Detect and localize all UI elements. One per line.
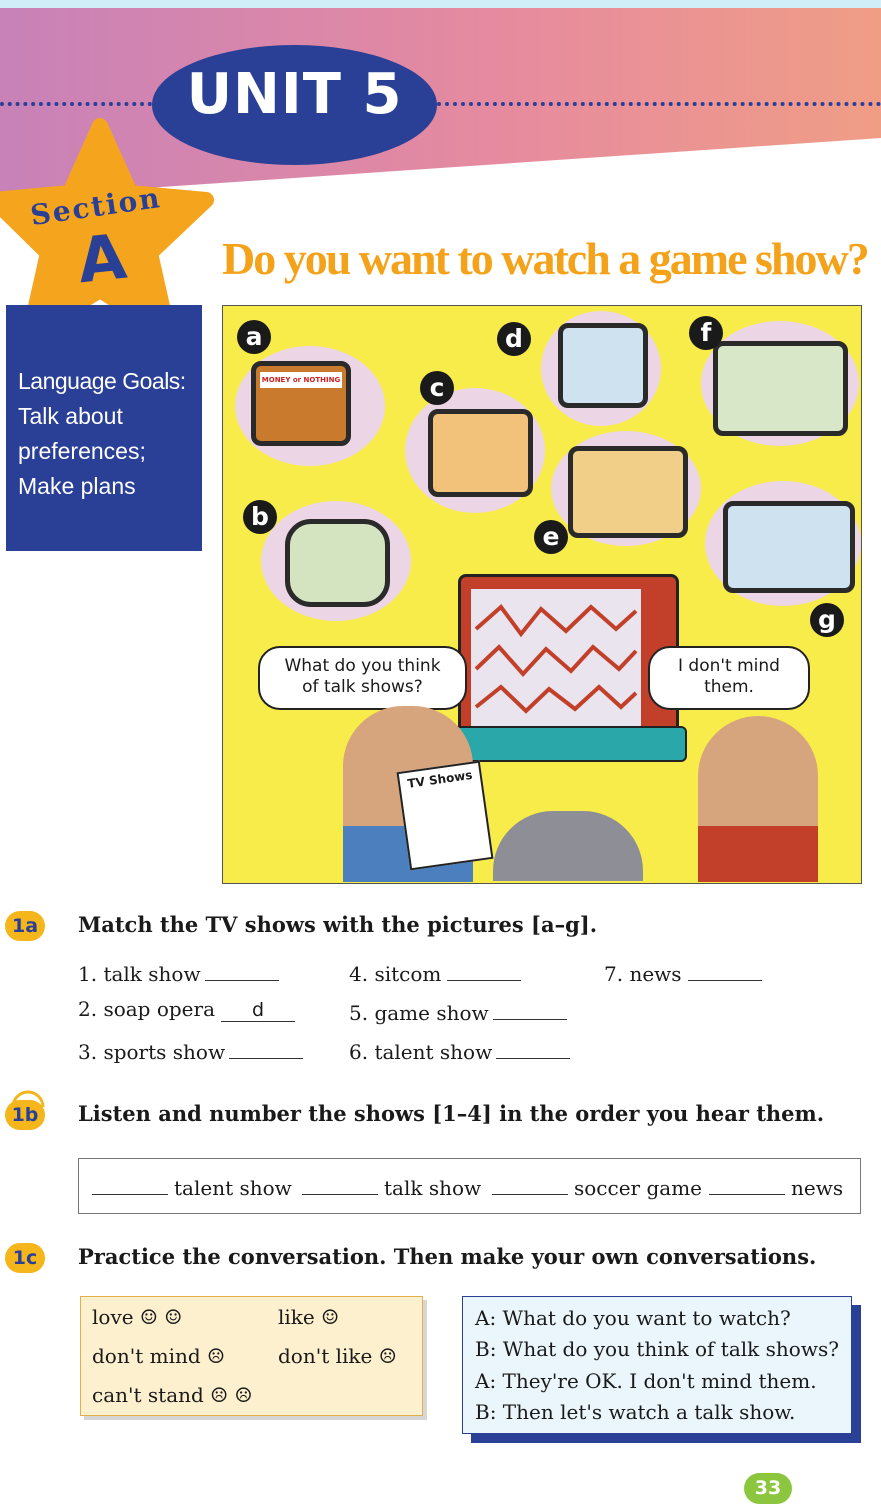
goals-line: preferences; bbox=[18, 438, 146, 464]
word-box-label: talk show bbox=[384, 1176, 482, 1200]
tv-game-show bbox=[251, 361, 351, 446]
picture-label-b: b bbox=[243, 500, 277, 534]
preference-phrase: love ☺ ☺ bbox=[92, 1305, 183, 1329]
game-show-sign: MONEY or NOTHING bbox=[260, 372, 342, 388]
preference-phrase: don't like ☹ bbox=[278, 1344, 397, 1368]
boy-right bbox=[698, 716, 818, 882]
page-number: 33 bbox=[744, 1473, 792, 1504]
tv-sports-show bbox=[285, 519, 390, 607]
match-item-label: 3. sports show bbox=[78, 1040, 226, 1064]
tv-shows-illustration bbox=[222, 305, 862, 884]
picture-label-c: c bbox=[420, 371, 454, 405]
number-blank[interactable] bbox=[92, 1172, 168, 1195]
conversation-line: B: What do you think of talk shows? bbox=[475, 1337, 839, 1361]
tv-sitcom bbox=[428, 409, 533, 497]
answer-blank[interactable] bbox=[688, 958, 762, 981]
preference-phrase: like ☺ bbox=[278, 1305, 340, 1329]
preference-phrase: can't stand ☹ ☹ bbox=[92, 1383, 253, 1407]
answer-blank[interactable] bbox=[205, 958, 279, 981]
match-item-label: 4. sitcom bbox=[349, 962, 442, 986]
activity-1a-instruction: Match the TV shows with the pictures [a–g]. bbox=[78, 912, 598, 937]
tv-guide-book bbox=[397, 761, 494, 871]
number-blank[interactable] bbox=[492, 1172, 568, 1195]
activity-badge-1a: 1a bbox=[5, 911, 45, 941]
word-box-label: soccer game bbox=[574, 1176, 702, 1200]
picture-label-a: a bbox=[237, 320, 271, 354]
bubble-right-line: them. bbox=[704, 677, 754, 697]
section-word: Section bbox=[28, 180, 164, 233]
answer-blank[interactable] bbox=[447, 958, 521, 981]
word-box-label: news bbox=[791, 1176, 844, 1200]
activity-badge-1b: 1b bbox=[5, 1100, 45, 1130]
answer-blank[interactable] bbox=[496, 1036, 570, 1059]
match-item bbox=[349, 1036, 570, 1064]
speech-bubble-left bbox=[258, 646, 467, 710]
picture-label-e: e bbox=[534, 520, 568, 554]
banner-dots-right bbox=[437, 102, 881, 106]
picture-label-f: f bbox=[689, 316, 723, 350]
preference-phrase: don't mind ☹ bbox=[92, 1344, 225, 1368]
unit-title: UNIT 5 bbox=[186, 62, 403, 127]
boy-right-shirt bbox=[698, 826, 818, 882]
match-item bbox=[78, 1036, 303, 1064]
match-item-label: 7. news bbox=[604, 962, 682, 986]
bubble-left-line: What do you think bbox=[284, 656, 441, 676]
banner-dots-left bbox=[0, 102, 152, 106]
bubble-left-line: of talk shows? bbox=[302, 677, 423, 697]
conversation-line: B: Then let's watch a talk show. bbox=[475, 1400, 796, 1424]
book-title: TV Shows bbox=[406, 767, 474, 791]
activity-badge-1c: 1c bbox=[5, 1243, 45, 1273]
match-item bbox=[349, 997, 567, 1025]
tv-talent-show bbox=[723, 501, 855, 593]
match-item bbox=[78, 958, 279, 986]
match-item-label: 1. talk show bbox=[78, 962, 201, 986]
conversation-line: A: What do you want to watch? bbox=[475, 1306, 791, 1330]
match-item bbox=[604, 958, 762, 986]
match-item bbox=[78, 997, 295, 1022]
conversation-line: A: They're OK. I don't mind them. bbox=[475, 1369, 817, 1393]
number-blank[interactable] bbox=[302, 1172, 378, 1195]
word-box-item bbox=[302, 1172, 481, 1200]
match-item-label: 2. soap opera bbox=[78, 997, 215, 1021]
tv-soap-opera bbox=[558, 323, 648, 408]
top-color-strip bbox=[0, 0, 881, 8]
answer-blank[interactable]: d bbox=[221, 999, 295, 1022]
word-box-item bbox=[492, 1172, 702, 1200]
goals-line: Make plans bbox=[18, 473, 136, 499]
word-box-item bbox=[92, 1172, 292, 1200]
goals-line: Talk about bbox=[18, 403, 123, 429]
section-letter: A bbox=[74, 219, 130, 298]
activity-1b-instruction: Listen and number the shows [1–4] in the order you hear them. bbox=[78, 1101, 825, 1126]
tv-static-screen bbox=[471, 589, 641, 729]
answer-blank[interactable] bbox=[493, 997, 567, 1020]
page-headline: Do you want to watch a game show? bbox=[222, 233, 868, 284]
word-box-label: talent show bbox=[174, 1176, 292, 1200]
sleeping-cat bbox=[493, 811, 643, 881]
word-box-item bbox=[709, 1172, 843, 1200]
match-item-label: 6. talent show bbox=[349, 1040, 493, 1064]
goals-heading: Language Goals: bbox=[18, 368, 186, 394]
match-item-label: 5. game show bbox=[349, 1001, 489, 1025]
speech-bubble-right bbox=[648, 646, 810, 710]
picture-label-g: g bbox=[810, 603, 844, 637]
activity-1c-instruction: Practice the conversation. Then make your own conversations. bbox=[78, 1244, 817, 1269]
match-item bbox=[349, 958, 521, 986]
answer-blank[interactable] bbox=[229, 1036, 303, 1059]
bubble-right-line: I don't mind bbox=[678, 656, 780, 676]
tv-talk-show bbox=[568, 446, 688, 538]
number-blank[interactable] bbox=[709, 1172, 785, 1195]
picture-label-d: d bbox=[497, 322, 531, 356]
tv-news bbox=[713, 341, 848, 436]
big-tv bbox=[458, 574, 679, 745]
